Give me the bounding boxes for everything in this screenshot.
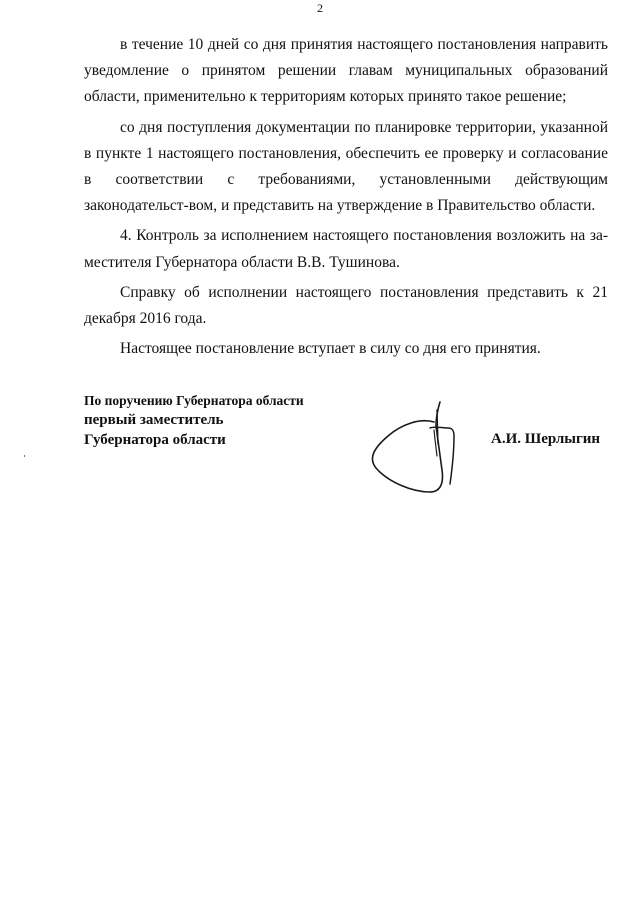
document-body bbox=[84, 32, 608, 362]
signature-line-position: первый заместитель bbox=[84, 412, 224, 428]
page-number: 2 bbox=[317, 1, 323, 15]
paragraph-notification: в течение 10 дней со дня принятия настоящего постановления направить уведомление о принятом решении главам муниципальных образований области, применительно к территориям которых принято такое решение; bbox=[84, 36, 608, 106]
paragraph-effective: Настоящее постановление вступает в силу со дня его принятия. bbox=[120, 340, 541, 358]
signature-line-governor: Губернатора области bbox=[84, 432, 226, 448]
paragraph-control: 4. Контроль за исполнением настоящего постановления возложить на за-местителя Губернатора области В.В. Тушинова. bbox=[84, 227, 608, 271]
handwritten-signature bbox=[362, 400, 472, 500]
margin-mark bbox=[24, 455, 25, 457]
paragraph-report: Справку об исполнении настоящего постановления представить к 21 декабря 2016 года. bbox=[84, 283, 608, 328]
signer-name: А.И. Шерлыгин bbox=[491, 431, 601, 447]
signature-line-by-order: По поручению Губернатора области bbox=[84, 393, 304, 408]
paragraph-documentation: со дня поступления документации по планировке территории, указанной в пункте 1 настоящего постановления, обеспечить ее проверку и согласование в соответствии с требованиями, установленными действующим законодательст-вом, и представить на утверждение в Правительство области. bbox=[84, 118, 608, 215]
signature-block bbox=[84, 392, 304, 450]
